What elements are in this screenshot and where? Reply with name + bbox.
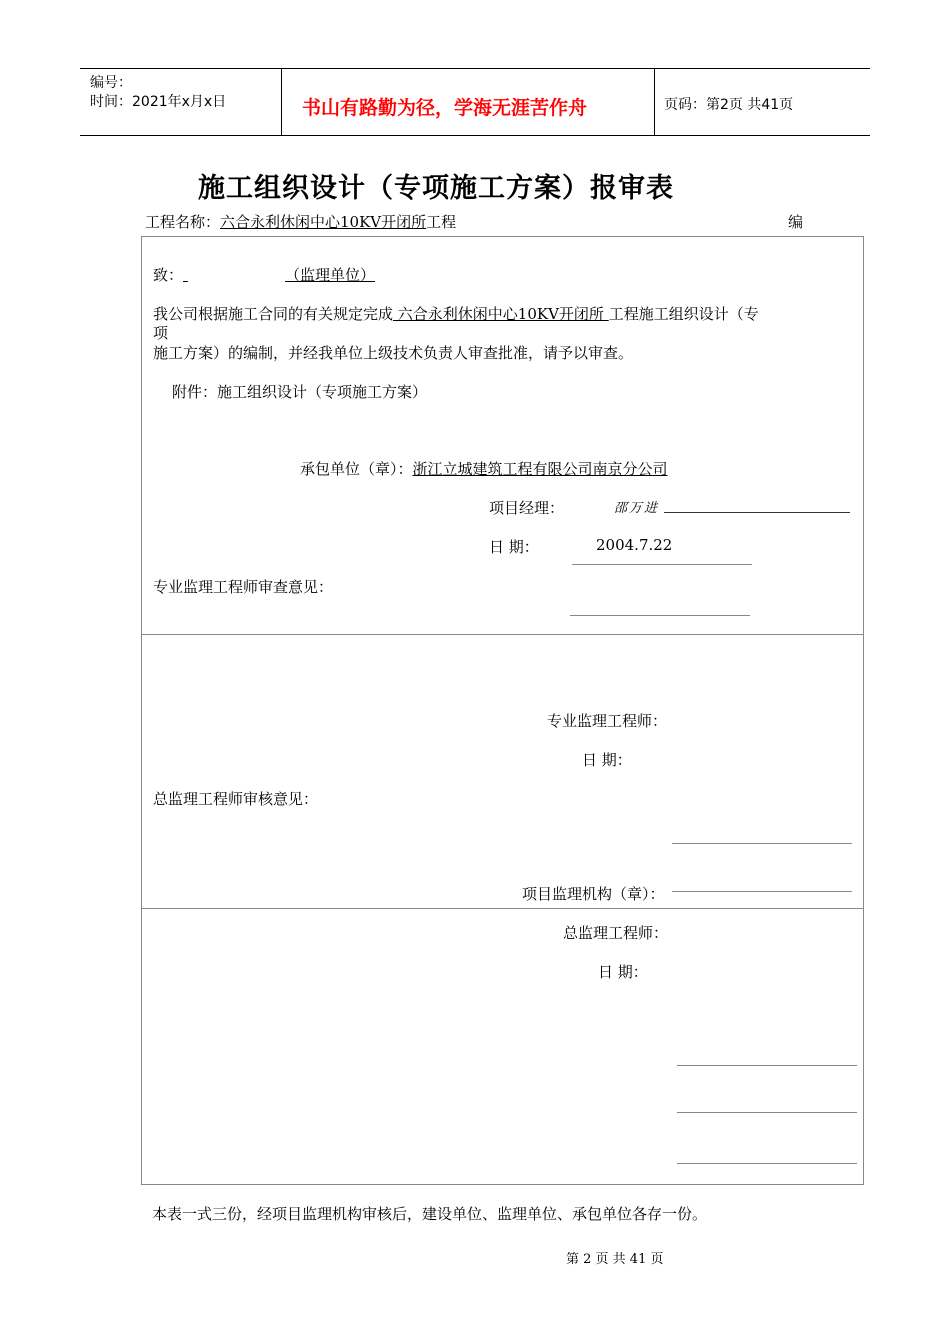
table-right-rule bbox=[863, 236, 864, 1185]
manager-signature: 邵万进 bbox=[614, 501, 660, 516]
to-blank bbox=[183, 266, 285, 284]
header-divider-2 bbox=[654, 68, 655, 136]
manager-signature-line bbox=[664, 512, 850, 513]
section2-date-label: 日 期： bbox=[582, 751, 632, 769]
section3-date-label: 日 期： bbox=[598, 963, 648, 981]
para-prefix: 我公司根据施工合同的有关规定完成 bbox=[153, 305, 394, 323]
section1-date-label: 日 期： bbox=[489, 538, 539, 556]
project-number-label: 编 bbox=[788, 213, 804, 231]
review-label: 专业监理工程师审查意见： bbox=[153, 578, 334, 596]
signature-line-5 bbox=[677, 1065, 857, 1066]
header-number-label: 编号： bbox=[90, 75, 132, 91]
manager-label: 项目经理： bbox=[489, 499, 565, 517]
footer-page-number: 第 2 页 共 41 页 bbox=[566, 1252, 664, 1267]
attachment-line: 附件：施工组织设计（专项施工方案） bbox=[172, 383, 428, 401]
to-line bbox=[153, 264, 375, 285]
para-suffix: 工程施工组织设计（专 bbox=[608, 305, 759, 323]
table-divider-1 bbox=[141, 634, 864, 635]
contractor-line bbox=[300, 458, 668, 479]
header-motto: 书山有路勤为径，学海无涯苦作舟 bbox=[302, 97, 588, 119]
document-title: 施工组织设计（专项施工方案）报审表 bbox=[198, 173, 674, 204]
project-name: 六合永利休闲中心10KV开闭所 bbox=[220, 213, 427, 231]
signature-line-6 bbox=[677, 1112, 857, 1113]
footer-note: 本表一式三份，经项目监理机构审核后，建设单位、监理单位、承包单位各存一份。 bbox=[152, 1205, 708, 1223]
engineer-label: 专业监理工程师： bbox=[547, 712, 668, 730]
table-left-rule bbox=[141, 236, 142, 1185]
contractor-label: 承包单位（章）： bbox=[300, 460, 413, 478]
header-bottom-rule bbox=[80, 135, 870, 136]
header-time-label: 时间：2021年x月x日 bbox=[90, 94, 227, 110]
chief-engineer-label: 总监理工程师： bbox=[563, 924, 669, 942]
to-unit: （监理单位） bbox=[285, 266, 376, 284]
signature-line-7 bbox=[677, 1163, 857, 1164]
intro-paragraph-line2: 项 bbox=[153, 324, 169, 342]
header-top-rule bbox=[80, 68, 870, 69]
project-suffix: 工程 bbox=[426, 213, 457, 231]
header-page-info: 页码：第2页 共41页 bbox=[664, 97, 794, 113]
signature-line-3 bbox=[672, 843, 852, 844]
date-line-1 bbox=[572, 564, 752, 565]
table-divider-2 bbox=[141, 908, 864, 909]
table-bottom-rule bbox=[141, 1184, 864, 1185]
contractor-name: 浙江立城建筑工程有限公司南京分公司 bbox=[412, 460, 668, 478]
to-label: 致： bbox=[153, 266, 184, 284]
section1-date-value: 2004.7.22 bbox=[596, 536, 673, 554]
intro-paragraph-line3: 施工方案）的编制，并经我单位上级技术负责人审查批准，请予以审查。 bbox=[153, 344, 634, 362]
para-project: 六合永利休闲中心10KV开闭所 bbox=[393, 305, 609, 323]
intro-paragraph-line1 bbox=[153, 303, 759, 324]
org-label: 项目监理机构（章）： bbox=[522, 885, 665, 903]
header-divider-1 bbox=[281, 68, 282, 136]
project-label: 工程名称： bbox=[145, 213, 221, 231]
project-line bbox=[145, 211, 456, 232]
signature-line-4 bbox=[672, 891, 852, 892]
chief-review-label: 总监理工程师审核意见： bbox=[153, 790, 319, 808]
table-top-rule bbox=[141, 236, 864, 237]
date-line-2 bbox=[570, 615, 750, 616]
